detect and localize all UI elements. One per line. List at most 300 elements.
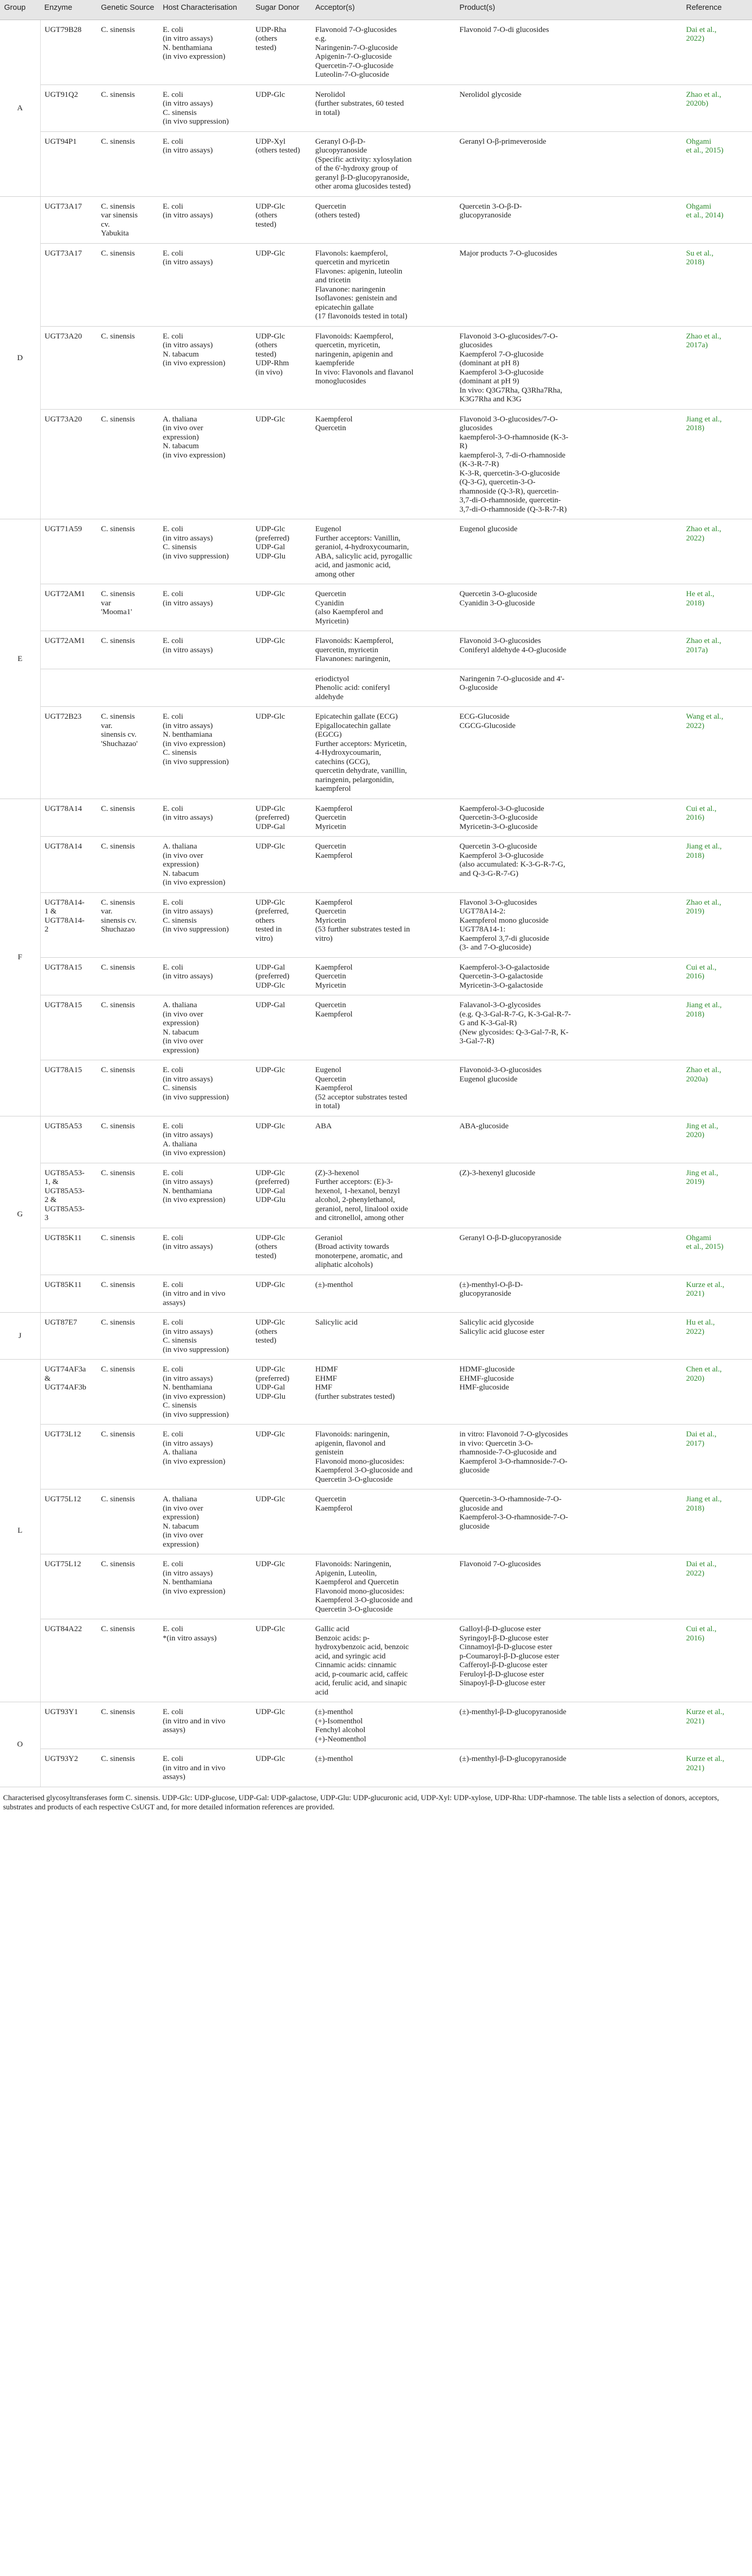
cell-enzyme-line: UGT74AF3a bbox=[44, 1365, 86, 1374]
cell-sugar-donor bbox=[251, 995, 311, 1060]
cell-host-characterisation-line: (in vitro assays) bbox=[163, 813, 213, 822]
cell-products-line: and Q-3-G-R-7-G) bbox=[459, 869, 519, 878]
cell-products-line: glucopyranoside bbox=[459, 1289, 511, 1298]
cell-acceptors bbox=[311, 131, 455, 196]
cell-host-characterisation-line: assays) bbox=[163, 1298, 185, 1307]
cell-products bbox=[455, 1425, 682, 1489]
cell-acceptors-line: and citronellol, among other bbox=[315, 1213, 404, 1222]
cell-sugar-donor-line: UDP-Glu bbox=[255, 1195, 286, 1204]
cell-acceptors-line: acid, p-coumaric acid, caffeic bbox=[315, 1669, 408, 1679]
cell-reference bbox=[682, 892, 752, 957]
cell-products-line: Kaempferol-3-O-galactoside bbox=[459, 962, 550, 972]
cell-host-characterisation-line: (in vivo suppression) bbox=[163, 117, 229, 126]
cell-acceptors bbox=[311, 1228, 455, 1275]
cell-host-characterisation-line: E. coli bbox=[163, 1707, 183, 1716]
cell-reference bbox=[682, 326, 752, 409]
cell-host-characterisation-line: (in vivo over bbox=[163, 1503, 203, 1513]
cell-genetic-source-line: Yabukita bbox=[101, 229, 129, 238]
table-row bbox=[0, 84, 752, 131]
cell-acceptors-line: Gallic acid bbox=[315, 1624, 350, 1633]
cell-reference-line: et al., 2014) bbox=[686, 211, 724, 219]
cell-enzyme-line: UGT74AF3b bbox=[44, 1383, 87, 1392]
cell-genetic-source-line: C. sinensis bbox=[101, 1065, 135, 1074]
cell-products-line: Kaempferol-3-O-rhamnoside-7-O- bbox=[459, 1513, 568, 1521]
cell-enzyme-line: UGT85K11 bbox=[44, 1280, 82, 1289]
cell-reference-line: Zhao et al., bbox=[686, 524, 722, 533]
cell-acceptors bbox=[311, 799, 455, 837]
cell-host-characterisation-line: (in vivo over bbox=[163, 423, 203, 432]
cell-acceptors bbox=[311, 84, 455, 131]
cell-acceptors-line: Flavonoids: naringenin, bbox=[315, 1430, 390, 1438]
cell-enzyme-line: UGT73A17 bbox=[44, 201, 82, 211]
cell-sugar-donor-line: UDP-Glc bbox=[255, 1121, 285, 1130]
cell-acceptors-line: Quercetin bbox=[315, 842, 346, 851]
cell-host-characterisation bbox=[159, 131, 251, 196]
cell-enzyme-line: UGT84A22 bbox=[44, 1624, 82, 1633]
cell-products bbox=[455, 20, 682, 84]
cell-products-line: in vitro: Flavonoid 7-O-glycosides bbox=[459, 1430, 568, 1438]
cell-sugar-donor bbox=[251, 1275, 311, 1313]
cell-products bbox=[455, 1619, 682, 1702]
cell-genetic-source-line: C. sinensis bbox=[101, 897, 135, 907]
cell-sugar-donor-line: UDP-Glc bbox=[255, 1624, 285, 1633]
cell-host-characterisation-line: E. coli bbox=[163, 137, 183, 146]
cell-host-characterisation-line: (in vitro assays) bbox=[163, 146, 213, 155]
cell-enzyme-line: UGT85A53- bbox=[44, 1204, 85, 1213]
cell-products-line: (±)-menthyl-O-β-D- bbox=[459, 1280, 523, 1289]
cell-host-characterisation-line: A. thaliana bbox=[163, 1139, 197, 1148]
cell-enzyme bbox=[40, 1313, 97, 1360]
cell-enzyme-line: UGT85A53- bbox=[44, 1186, 85, 1195]
cell-reference-line: Ohgami bbox=[686, 1233, 711, 1242]
cell-acceptors-line: Flavanones: naringenin, bbox=[315, 654, 390, 663]
cell-acceptors-line: (Specific activity: xylosylation bbox=[315, 155, 412, 164]
cell-products-line: R) bbox=[459, 442, 468, 450]
cell-enzyme-line: 2 bbox=[44, 925, 49, 934]
cell-sugar-donor-line: UDP-Gal bbox=[255, 1001, 285, 1009]
cell-genetic-source-line: var bbox=[101, 598, 111, 607]
cell-acceptors-line: Kaempferol bbox=[315, 1083, 353, 1092]
cell-enzyme-line: 2 & bbox=[44, 1195, 57, 1204]
cell-enzyme bbox=[40, 1749, 97, 1787]
cell-genetic-source-line: C. sinensis bbox=[101, 201, 135, 211]
cell-reference-line: Zhao et al., bbox=[686, 331, 722, 341]
table-row bbox=[0, 1489, 752, 1554]
cell-reference-line: 2021) bbox=[686, 1763, 705, 1772]
cell-products-line: CGCG-Glucoside bbox=[459, 721, 516, 730]
cell-products bbox=[455, 243, 682, 326]
cell-acceptors-line: alcohol, 2-phenylethanol, bbox=[315, 1195, 395, 1204]
cell-genetic-source bbox=[97, 1060, 159, 1116]
cell-products-line: Kaempferol 3,7-di glucoside bbox=[459, 934, 550, 943]
cell-genetic-source bbox=[97, 84, 159, 131]
table-row bbox=[0, 1228, 752, 1275]
cell-host-characterisation bbox=[159, 519, 251, 584]
cell-host-characterisation-line: N. tabacum bbox=[163, 1027, 199, 1037]
cell-sugar-donor-line: UDP-Glc bbox=[255, 1560, 285, 1568]
table-row bbox=[0, 1313, 752, 1360]
cell-acceptors bbox=[311, 584, 455, 631]
cell-products-line: ECG-Glucoside bbox=[459, 712, 510, 721]
table-row bbox=[0, 707, 752, 799]
cell-products-line: Myricetin-3-O-glucoside bbox=[459, 822, 538, 831]
cell-host-characterisation-line: (in vivo expression) bbox=[163, 1392, 226, 1401]
cell-products-line: Quercetin-3-O-glucoside bbox=[459, 813, 538, 822]
cell-products bbox=[455, 995, 682, 1060]
cell-host-characterisation-line: E. coli bbox=[163, 1365, 183, 1374]
cell-products bbox=[455, 1554, 682, 1619]
cell-sugar-donor-line: vitro) bbox=[255, 934, 273, 943]
cell-host-characterisation bbox=[159, 1749, 251, 1787]
cell-host-characterisation bbox=[159, 584, 251, 631]
cell-acceptors-line: Quercetin 3-O-glucoside bbox=[315, 1475, 393, 1484]
cell-host-characterisation-line: E. coli bbox=[163, 331, 183, 341]
cell-genetic-source-line: C. sinensis bbox=[101, 331, 135, 341]
cell-sugar-donor-line: (preferred) bbox=[255, 1177, 289, 1186]
cell-products-line: HDMF-glucoside bbox=[459, 1365, 515, 1374]
cell-products-line: glucosides bbox=[459, 423, 493, 432]
cell-reference-line: 2018) bbox=[686, 1503, 705, 1513]
cell-host-characterisation-line: *(in vitro assays) bbox=[163, 1633, 217, 1642]
cell-products-line: (±)-menthyl-β-D-glucopyranoside bbox=[459, 1754, 567, 1763]
table-row bbox=[0, 1749, 752, 1787]
cell-enzyme-line: UGT78A14 bbox=[44, 842, 82, 851]
cell-genetic-source-line: C. sinensis bbox=[101, 1121, 135, 1130]
cell-host-characterisation-line: A. thaliana bbox=[163, 414, 197, 423]
cell-genetic-source-line: C. sinensis bbox=[101, 1495, 135, 1503]
cell-host-characterisation bbox=[159, 1275, 251, 1313]
cell-enzyme bbox=[40, 243, 97, 326]
cell-acceptors-line: genistein bbox=[315, 1448, 344, 1456]
cell-host-characterisation-line: (in vitro assays) bbox=[163, 99, 213, 108]
cell-reference-line: 2022) bbox=[686, 721, 705, 730]
table-row bbox=[0, 799, 752, 837]
table-row bbox=[0, 20, 752, 84]
cell-acceptors bbox=[311, 957, 455, 995]
cell-acceptors-line: Apigenin-7-O-glucoside bbox=[315, 52, 392, 61]
cell-acceptors-line: Epigallocatechin gallate bbox=[315, 721, 391, 730]
cell-acceptors bbox=[311, 196, 455, 243]
cell-host-characterisation-line: E. coli bbox=[163, 1318, 183, 1327]
cell-acceptors-line: (52 acceptor substrates tested bbox=[315, 1092, 407, 1101]
cell-genetic-source bbox=[97, 1116, 159, 1163]
cell-enzyme-line: UGT78A15 bbox=[44, 1065, 82, 1074]
cell-sugar-donor-line: (preferred) bbox=[255, 533, 289, 543]
cell-acceptors-line: Kaempferol bbox=[315, 851, 353, 860]
cell-reference-line: Jiang et al., bbox=[686, 1495, 722, 1503]
cell-genetic-source bbox=[97, 1489, 159, 1554]
cell-reference-line: Wang et al., bbox=[686, 712, 724, 721]
cell-acceptors-line: Salicylic acid bbox=[315, 1318, 358, 1327]
cell-enzyme-line: UGT93Y1 bbox=[44, 1707, 78, 1716]
cell-acceptors-line: Further acceptors: (E)-3- bbox=[315, 1177, 393, 1186]
cell-sugar-donor bbox=[251, 326, 311, 409]
cell-host-characterisation-line: A. thaliana bbox=[163, 842, 197, 851]
cell-acceptors-line: Flavonoids: Naringenin, bbox=[315, 1560, 391, 1568]
cell-genetic-source-line: C. sinensis bbox=[101, 962, 135, 972]
cell-host-characterisation-line: E. coli bbox=[163, 1430, 183, 1438]
cell-host-characterisation-line: E. coli bbox=[163, 201, 183, 211]
cell-reference-line: He et al., bbox=[686, 589, 714, 598]
cell-reference-line: Kurze et al., bbox=[686, 1754, 725, 1763]
cell-reference bbox=[682, 707, 752, 799]
cell-acceptors-line: Kaempferol 3-O-glucoside and bbox=[315, 1596, 413, 1604]
cell-host-characterisation-line: E. coli bbox=[163, 1624, 183, 1633]
cell-products bbox=[455, 1489, 682, 1554]
cell-reference-line: Zhao et al., bbox=[686, 90, 722, 99]
cell-acceptors bbox=[311, 892, 455, 957]
cell-products bbox=[455, 1313, 682, 1360]
cell-sugar-donor-line: UDP-Gal bbox=[255, 962, 285, 972]
cell-reference-line: 2017) bbox=[686, 1438, 705, 1448]
cell-genetic-source bbox=[97, 1228, 159, 1275]
cell-genetic-source bbox=[97, 519, 159, 584]
cell-genetic-source bbox=[97, 995, 159, 1060]
cell-acceptors-line: apigenin, flavonol and bbox=[315, 1438, 386, 1448]
cell-reference-line: 2020) bbox=[686, 1374, 705, 1383]
cell-sugar-donor bbox=[251, 1313, 311, 1360]
cell-reference-line: 2020) bbox=[686, 1130, 705, 1139]
cell-reference bbox=[682, 995, 752, 1060]
cell-sugar-donor-line: UDP-Glc bbox=[255, 414, 285, 423]
cell-acceptors-line: Quercetin bbox=[315, 1074, 346, 1083]
cell-acceptors-line: (53 further substrates tested in bbox=[315, 925, 410, 934]
cell-host-characterisation-line: (in vitro assays) bbox=[163, 1177, 213, 1186]
cell-enzyme-line: UGT93Y2 bbox=[44, 1754, 78, 1763]
cell-reference-line: Kurze et al., bbox=[686, 1280, 725, 1289]
cell-products-line: Quercetin-3-O-galactoside bbox=[459, 972, 543, 980]
cell-products-line: Geranyl O-β-D-glucopyranoside bbox=[459, 1233, 561, 1242]
cell-genetic-source-line: C. sinensis bbox=[101, 1430, 135, 1438]
cell-host-characterisation-line: (in vivo suppression) bbox=[163, 1092, 229, 1101]
cell-sugar-donor-line: UDP-Glc bbox=[255, 1065, 285, 1074]
cell-host-characterisation-line: (in vitro assays) bbox=[163, 1438, 213, 1448]
cell-host-characterisation-line: E. coli bbox=[163, 589, 183, 598]
cell-host-characterisation-line: (in vivo suppression) bbox=[163, 1410, 229, 1419]
cell-acceptors-line: 4-Hydroxycoumarin, bbox=[315, 748, 381, 757]
cell-sugar-donor-line: others bbox=[255, 916, 275, 925]
cell-genetic-source bbox=[97, 1702, 159, 1749]
cell-products-line: UGT78A14-1: bbox=[459, 925, 506, 934]
cell-sugar-donor bbox=[251, 20, 311, 84]
cell-acceptors-line: Quercetin bbox=[315, 1495, 346, 1503]
cell-reference-line: Jiang et al., bbox=[686, 414, 722, 423]
cell-products bbox=[455, 196, 682, 243]
cell-sugar-donor-line: UDP-Glc bbox=[255, 897, 285, 907]
cell-host-characterisation-line: expression) bbox=[163, 1513, 199, 1521]
table-row bbox=[0, 669, 752, 707]
cell-host-characterisation bbox=[159, 799, 251, 837]
cell-products-line: (also accumulated: K-3-G-R-7-G, bbox=[459, 860, 566, 869]
cell-reference bbox=[682, 799, 752, 837]
cell-acceptors-line: (further substrates tested) bbox=[315, 1392, 395, 1401]
cell-acceptors-line: Quercetin bbox=[315, 972, 346, 980]
cell-enzyme-line: 1, & bbox=[44, 1177, 59, 1186]
table-row bbox=[0, 1702, 752, 1749]
cell-host-characterisation-line: N. benthamiana bbox=[163, 730, 213, 739]
cell-host-characterisation-line: assays) bbox=[163, 1725, 185, 1734]
cell-acceptors-line: Quercetin bbox=[315, 589, 346, 598]
cell-products-line: Syringoyl-β-D-glucose ester bbox=[459, 1633, 549, 1642]
cell-acceptors-line: kaempferol bbox=[315, 784, 351, 793]
cell-acceptors-line: ABA, salicylic acid, pyrogallic bbox=[315, 551, 413, 561]
cell-acceptors-line: In vivo: Flavonols and flavanol bbox=[315, 367, 414, 377]
cell-reference-line: 2019) bbox=[686, 907, 705, 916]
cell-acceptors-line: vitro) bbox=[315, 934, 333, 943]
cell-products-line: in vivo: Quercetin 3-O- bbox=[459, 1438, 533, 1448]
cell-products-line: Flavonoid-3-O-glucosides bbox=[459, 1065, 542, 1074]
cell-acceptors-line: eriodictyol bbox=[315, 674, 349, 683]
cell-enzyme bbox=[40, 326, 97, 409]
cell-acceptors-line: Quercetin 3-O-glucoside bbox=[315, 1604, 393, 1614]
cell-host-characterisation-line: (in vivo expression) bbox=[163, 1195, 226, 1204]
cell-sugar-donor-line: UDP-Gal bbox=[255, 822, 285, 831]
cell-acceptors-line: naringenin, pelargonidin, bbox=[315, 775, 394, 784]
cell-sugar-donor-line: UDP-Gal bbox=[255, 543, 285, 551]
cell-host-characterisation-line: assays) bbox=[163, 1772, 185, 1781]
cell-sugar-donor bbox=[251, 957, 311, 995]
cell-sugar-donor-line: UDP-Glc bbox=[255, 248, 285, 258]
cell-host-characterisation bbox=[159, 20, 251, 84]
cell-host-characterisation-line: E. coli bbox=[163, 1168, 183, 1177]
cell-genetic-source bbox=[97, 1554, 159, 1619]
cell-acceptors-line: Eugenol bbox=[315, 1065, 341, 1074]
cell-enzyme bbox=[40, 1554, 97, 1619]
cell-reference bbox=[682, 1313, 752, 1360]
cell-sugar-donor bbox=[251, 669, 311, 707]
cell-reference-line: 2016) bbox=[686, 813, 705, 822]
cell-sugar-donor-line: UDP-Glu bbox=[255, 551, 286, 561]
cell-genetic-source-line: C. sinensis bbox=[101, 25, 135, 34]
cell-sugar-donor bbox=[251, 1163, 311, 1228]
cell-acceptors-line: Further acceptors: Myricetin, bbox=[315, 739, 407, 748]
cell-genetic-source-line: C. sinensis bbox=[101, 842, 135, 851]
cell-sugar-donor bbox=[251, 84, 311, 131]
cell-products-line: EHMF-glucoside bbox=[459, 1374, 514, 1383]
cell-products-line: Eugenol glucoside bbox=[459, 524, 518, 533]
cell-host-characterisation-line: (in vivo over bbox=[163, 1037, 203, 1045]
cell-sugar-donor-line: (preferred) bbox=[255, 1374, 289, 1383]
cell-acceptors-line: Quercetin bbox=[315, 1001, 346, 1009]
group-label: L bbox=[0, 1360, 40, 1702]
cell-reference-line: Chen et al., bbox=[686, 1365, 722, 1374]
table-row bbox=[0, 1116, 752, 1163]
cell-genetic-source-line: var. bbox=[101, 907, 113, 916]
cell-host-characterisation bbox=[159, 196, 251, 243]
cell-products-line: Eugenol glucoside bbox=[459, 1074, 518, 1083]
cell-sugar-donor bbox=[251, 1116, 311, 1163]
cell-reference-line: 2018) bbox=[686, 258, 705, 266]
cell-host-characterisation-line: E. coli bbox=[163, 962, 183, 972]
cell-sugar-donor-line: tested) bbox=[255, 1251, 277, 1260]
cell-host-characterisation-line: N. tabacum bbox=[163, 869, 199, 878]
cell-genetic-source-line: C. sinensis bbox=[101, 1560, 135, 1568]
cell-acceptors-line: aliphatic alcohols) bbox=[315, 1260, 373, 1269]
cell-sugar-donor-line: tested) bbox=[255, 43, 277, 52]
cell-sugar-donor bbox=[251, 1360, 311, 1425]
cell-products bbox=[455, 1116, 682, 1163]
cell-host-characterisation-line: (in vitro assays) bbox=[163, 1242, 213, 1251]
cell-sugar-donor-line: UDP-Rha bbox=[255, 25, 286, 34]
cell-products-line: Kaempferol 3-O-glucoside bbox=[459, 367, 544, 377]
cell-host-characterisation-line: expression) bbox=[163, 1019, 199, 1027]
cell-reference-line: Su et al., bbox=[686, 248, 714, 258]
cell-acceptors-line: quercetin, myricetin bbox=[315, 645, 379, 654]
cell-acceptors-line: (±)-menthol bbox=[315, 1707, 353, 1716]
cell-host-characterisation-line: (in vivo suppression) bbox=[163, 757, 229, 766]
cell-reference-line: 2021) bbox=[686, 1289, 705, 1298]
cell-sugar-donor bbox=[251, 1702, 311, 1749]
cell-reference-line: 2017a) bbox=[686, 645, 708, 654]
cell-sugar-donor-line: (others bbox=[255, 34, 278, 43]
cell-host-characterisation-line: N. tabacum bbox=[163, 442, 199, 450]
group-label: J bbox=[0, 1313, 40, 1360]
cell-host-characterisation-line: (in vivo over bbox=[163, 1009, 203, 1019]
cell-reference-line: 2022) bbox=[686, 1568, 705, 1578]
cell-reference-line: Zhao et al., bbox=[686, 1065, 722, 1074]
cell-genetic-source bbox=[97, 1619, 159, 1702]
cell-sugar-donor bbox=[251, 1425, 311, 1489]
cell-host-characterisation-line: (in vitro assays) bbox=[163, 907, 213, 916]
cell-acceptors-line: Myricetin bbox=[315, 822, 346, 831]
cell-acceptors-line: Nerolidol bbox=[315, 90, 346, 99]
cell-acceptors bbox=[311, 1060, 455, 1116]
cell-acceptors-line: acid bbox=[315, 1687, 329, 1697]
cell-enzyme-line: UGT94P1 bbox=[44, 137, 77, 146]
cell-products-line: In vivo: Q3G7Rha, Q3Rha7Rha, bbox=[459, 385, 562, 395]
cell-host-characterisation bbox=[159, 1489, 251, 1554]
cell-acceptors-line: Apigenin, Luteolin, bbox=[315, 1568, 377, 1578]
cell-products-line: (New glycosides: Q-3-Gal-7-R, K- bbox=[459, 1027, 569, 1037]
cell-acceptors-line: naringenin, apigenin and bbox=[315, 349, 393, 359]
cell-enzyme bbox=[40, 892, 97, 957]
cell-products-line: Nerolidol glycoside bbox=[459, 90, 522, 99]
cell-acceptors-line: of the 6'-hydroxy group of bbox=[315, 164, 398, 173]
header-reference: Reference bbox=[682, 0, 752, 20]
cell-products-line: Flavonoid 3-O-glucosides bbox=[459, 636, 541, 645]
cell-host-characterisation-line: (in vivo expression) bbox=[163, 1148, 226, 1157]
cell-products-line: UGT78A14-2: bbox=[459, 907, 506, 916]
cell-host-characterisation-line: E. coli bbox=[163, 248, 183, 258]
cell-acceptors-line: Kaempferol bbox=[315, 1009, 353, 1019]
cell-products-line: Kaempferol 3-O-rhamnoside-7-O- bbox=[459, 1456, 568, 1466]
cell-products-line: kaempferol-3, 7-di-O-rhamnoside bbox=[459, 450, 566, 460]
cell-sugar-donor-line: (others bbox=[255, 1242, 278, 1251]
cell-reference bbox=[682, 196, 752, 243]
cell-acceptors-line: Kaempferol and Quercetin bbox=[315, 1578, 399, 1586]
cell-products bbox=[455, 1163, 682, 1228]
cell-host-characterisation bbox=[159, 1360, 251, 1425]
cell-acceptors bbox=[311, 519, 455, 584]
cell-host-characterisation-line: E. coli bbox=[163, 1233, 183, 1242]
cell-acceptors bbox=[311, 1163, 455, 1228]
cell-products-line: Feruloyl-β-D-glucose ester bbox=[459, 1669, 544, 1679]
cell-products-line: Kaempferol-3-O-glucoside bbox=[459, 804, 544, 813]
cell-reference-line: 2022) bbox=[686, 1327, 705, 1336]
table-row bbox=[0, 1619, 752, 1702]
cell-acceptors-line: catechins (GCG), bbox=[315, 757, 370, 766]
cell-acceptors-line: Myricetin bbox=[315, 980, 346, 990]
cell-host-characterisation-line: (in vitro and in vivo bbox=[163, 1716, 226, 1725]
cell-reference-line: Dai et al., bbox=[686, 1430, 717, 1438]
cell-host-characterisation-line: E. coli bbox=[163, 524, 183, 533]
cell-reference bbox=[682, 84, 752, 131]
cell-acceptors-line: Quercetin-7-O-glucoside bbox=[315, 61, 394, 70]
cell-sugar-donor-line: UDP-Rhm bbox=[255, 359, 289, 367]
cell-acceptors bbox=[311, 1275, 455, 1313]
cell-host-characterisation bbox=[159, 1313, 251, 1360]
cell-genetic-source bbox=[97, 892, 159, 957]
